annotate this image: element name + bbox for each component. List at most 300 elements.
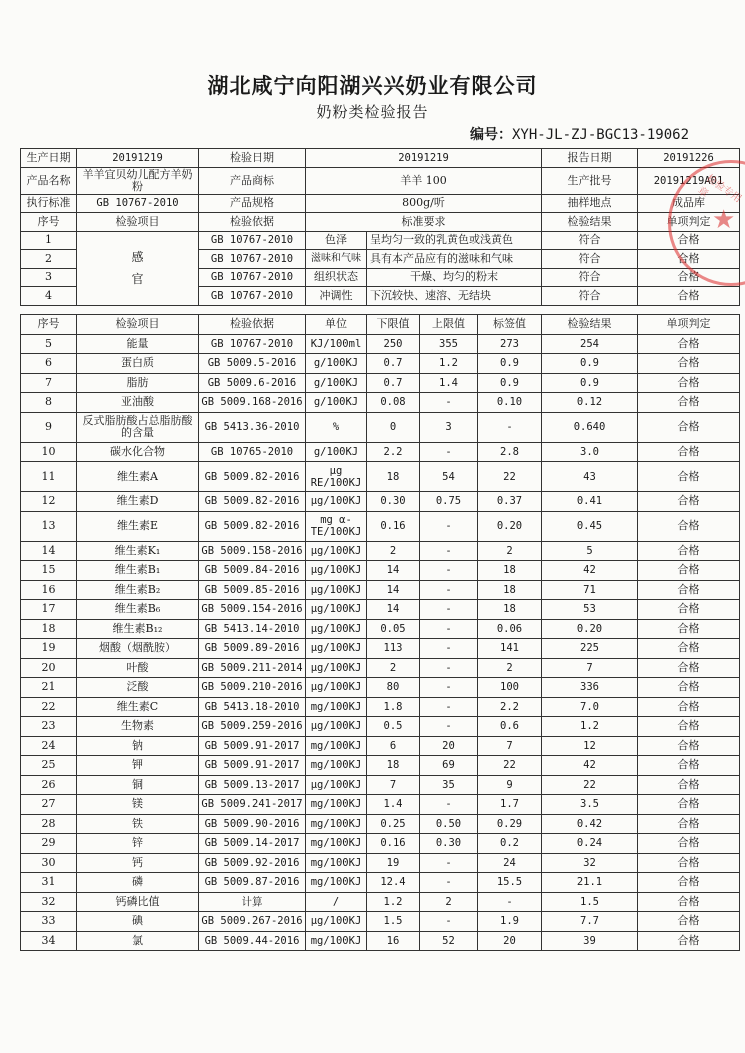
row-high: 355 bbox=[420, 334, 478, 354]
row-no: 31 bbox=[21, 873, 77, 893]
table-row bbox=[21, 462, 740, 492]
row-verdict: 合格 bbox=[638, 639, 740, 659]
row-verdict: 合格 bbox=[638, 373, 740, 393]
row-high: - bbox=[420, 639, 478, 659]
row-item: 维生素E bbox=[77, 511, 199, 541]
row-high: - bbox=[420, 658, 478, 678]
table-row bbox=[21, 795, 740, 815]
row-label-value: 15.5 bbox=[478, 873, 542, 893]
row-high: 52 bbox=[420, 931, 478, 951]
row-result: 7 bbox=[542, 658, 638, 678]
row-label-value: 20 bbox=[478, 931, 542, 951]
row-verdict: 合格 bbox=[638, 580, 740, 600]
sensory-basis: GB 10767-2010 bbox=[199, 250, 306, 269]
row-no: 30 bbox=[21, 853, 77, 873]
header-no: 序号 bbox=[21, 315, 77, 335]
row-unit: μg/100KJ bbox=[306, 678, 367, 698]
results-body bbox=[21, 334, 740, 951]
row-basis: GB 5009.44-2016 bbox=[199, 931, 306, 951]
row-high: - bbox=[420, 393, 478, 413]
table-row bbox=[21, 619, 740, 639]
row-no: 23 bbox=[21, 717, 77, 737]
row-result: 0.20 bbox=[542, 619, 638, 639]
row-label-value: 100 bbox=[478, 678, 542, 698]
row-label-value: 18 bbox=[478, 561, 542, 581]
row-label-value: 2.8 bbox=[478, 442, 542, 462]
row-low: 80 bbox=[367, 678, 420, 698]
stamp-star-icon: ★ bbox=[712, 205, 736, 235]
row-verdict: 合格 bbox=[638, 912, 740, 932]
row-low: 250 bbox=[367, 334, 420, 354]
row-no: 25 bbox=[21, 756, 77, 776]
sensory-header-verdict: 单项判定 bbox=[638, 213, 740, 232]
row-verdict: 合格 bbox=[638, 354, 740, 374]
row-result: 5 bbox=[542, 541, 638, 561]
table-row bbox=[21, 775, 740, 795]
sensory-aspect: 冲调性 bbox=[306, 287, 367, 306]
row-label-value: 141 bbox=[478, 639, 542, 659]
row-basis: GB 5009.5-2016 bbox=[199, 354, 306, 374]
row-label-value: 0.2 bbox=[478, 834, 542, 854]
row-label-value: - bbox=[478, 412, 542, 442]
table-row bbox=[21, 442, 740, 462]
row-low: 2 bbox=[367, 658, 420, 678]
spec-value: 800g/听 bbox=[306, 194, 542, 213]
row-basis: GB 5009.90-2016 bbox=[199, 814, 306, 834]
row-label-value: 0.20 bbox=[478, 511, 542, 541]
row-label-value: 7 bbox=[478, 736, 542, 756]
row-high: 3 bbox=[420, 412, 478, 442]
row-verdict: 合格 bbox=[638, 619, 740, 639]
table-row bbox=[21, 393, 740, 413]
header-label: 标签值 bbox=[478, 315, 542, 335]
row-unit: μg/100KJ bbox=[306, 561, 367, 581]
row-basis: GB 5009.210-2016 bbox=[199, 678, 306, 698]
row-result: 43 bbox=[542, 462, 638, 492]
sensory-requirement: 具有本产品应有的滋味和气味 bbox=[367, 250, 542, 269]
row-label-value: 2 bbox=[478, 658, 542, 678]
row-low: 1.5 bbox=[367, 912, 420, 932]
row-basis: GB 5009.267-2016 bbox=[199, 912, 306, 932]
row-basis: GB 10765-2010 bbox=[199, 442, 306, 462]
table-row bbox=[21, 931, 740, 951]
row-unit: % bbox=[306, 412, 367, 442]
row-unit: μg/100KJ bbox=[306, 717, 367, 737]
table-row bbox=[21, 756, 740, 776]
row-item: 亚油酸 bbox=[77, 393, 199, 413]
row-high: 54 bbox=[420, 462, 478, 492]
row-item: 泛酸 bbox=[77, 678, 199, 698]
row-low: 18 bbox=[367, 462, 420, 492]
row-high: - bbox=[420, 678, 478, 698]
sensory-header-no: 序号 bbox=[21, 213, 77, 232]
table-row bbox=[21, 354, 740, 374]
brand-label: 产品商标 bbox=[199, 167, 306, 194]
row-label-value: 9 bbox=[478, 775, 542, 795]
row-item: 叶酸 bbox=[77, 658, 199, 678]
company-title: 湖北咸宁向阳湖兴兴奶业有限公司 bbox=[207, 74, 538, 98]
sensory-aspect: 滋味和气味 bbox=[306, 250, 367, 269]
row-label-value: 1.9 bbox=[478, 912, 542, 932]
row-item: 钠 bbox=[77, 736, 199, 756]
row-no: 34 bbox=[21, 931, 77, 951]
row-no: 22 bbox=[21, 697, 77, 717]
row-high: 0.30 bbox=[420, 834, 478, 854]
row-unit: μg/100KJ bbox=[306, 775, 367, 795]
sensory-result: 符合 bbox=[542, 287, 638, 306]
row-item: 钾 bbox=[77, 756, 199, 776]
row-low: 113 bbox=[367, 639, 420, 659]
row-result: 0.9 bbox=[542, 373, 638, 393]
row-unit: mg/100KJ bbox=[306, 756, 367, 776]
row-low: 7 bbox=[367, 775, 420, 795]
row-unit: g/100KJ bbox=[306, 393, 367, 413]
header-high: 上限值 bbox=[420, 315, 478, 335]
sensory-aspect: 色泽 bbox=[306, 231, 367, 250]
row-basis: GB 5009.158-2016 bbox=[199, 541, 306, 561]
row-result: 0.41 bbox=[542, 492, 638, 512]
row-item: 维生素B₁₂ bbox=[77, 619, 199, 639]
sensory-verdict: 合格 bbox=[638, 268, 740, 287]
row-no: 7 bbox=[21, 373, 77, 393]
row-unit: mg α-TE/100KJ bbox=[306, 511, 367, 541]
standard-value: GB 10767-2010 bbox=[77, 194, 199, 213]
sensory-requirement: 干燥、均匀的粉末 bbox=[367, 268, 542, 287]
row-basis: GB 5009.13-2017 bbox=[199, 775, 306, 795]
row-basis: GB 5009.241-2017 bbox=[199, 795, 306, 815]
row-unit: mg/100KJ bbox=[306, 834, 367, 854]
row-low: 18 bbox=[367, 756, 420, 776]
row-label-value: 0.37 bbox=[478, 492, 542, 512]
row-low: 6 bbox=[367, 736, 420, 756]
row-no: 19 bbox=[21, 639, 77, 659]
row-high: - bbox=[420, 717, 478, 737]
table-row bbox=[21, 853, 740, 873]
row-result: 21.1 bbox=[542, 873, 638, 893]
row-unit: g/100KJ bbox=[306, 354, 367, 374]
row-item: 碳水化合物 bbox=[77, 442, 199, 462]
row-low: 1.2 bbox=[367, 892, 420, 912]
sensory-row bbox=[21, 231, 740, 250]
header-low: 下限值 bbox=[367, 315, 420, 335]
row-low: 1.4 bbox=[367, 795, 420, 815]
row-no: 20 bbox=[21, 658, 77, 678]
row-low: 0.7 bbox=[367, 373, 420, 393]
row-label-value: - bbox=[478, 892, 542, 912]
row-low: 14 bbox=[367, 580, 420, 600]
sensory-basis: GB 10767-2010 bbox=[199, 231, 306, 250]
row-no: 16 bbox=[21, 580, 77, 600]
sensory-verdict: 合格 bbox=[638, 250, 740, 269]
row-no: 13 bbox=[21, 511, 77, 541]
row-high: - bbox=[420, 541, 478, 561]
row-low: 12.4 bbox=[367, 873, 420, 893]
row-basis: GB 5009.91-2017 bbox=[199, 736, 306, 756]
row-verdict: 合格 bbox=[638, 658, 740, 678]
row-item: 氯 bbox=[77, 931, 199, 951]
row-label-value: 273 bbox=[478, 334, 542, 354]
sensory-group-label bbox=[77, 231, 199, 305]
row-low: 0.7 bbox=[367, 354, 420, 374]
row-basis: GB 5009.82-2016 bbox=[199, 462, 306, 492]
sensory-result: 符合 bbox=[542, 231, 638, 250]
row-result: 71 bbox=[542, 580, 638, 600]
sensory-no: 3 bbox=[21, 268, 77, 287]
row-label-value: 22 bbox=[478, 756, 542, 776]
row-label-value: 2.2 bbox=[478, 697, 542, 717]
table-row bbox=[21, 541, 740, 561]
row-item: 维生素B₁ bbox=[77, 561, 199, 581]
row-high: - bbox=[420, 600, 478, 620]
row-item: 钙 bbox=[77, 853, 199, 873]
row-low: 14 bbox=[367, 561, 420, 581]
table-row bbox=[21, 492, 740, 512]
row-basis: GB 5009.259-2016 bbox=[199, 717, 306, 737]
row-low: 0 bbox=[367, 412, 420, 442]
row-low: 0.05 bbox=[367, 619, 420, 639]
row-high: 69 bbox=[420, 756, 478, 776]
row-basis: GB 5009.89-2016 bbox=[199, 639, 306, 659]
row-result: 0.9 bbox=[542, 354, 638, 374]
row-result: 22 bbox=[542, 775, 638, 795]
row-unit: KJ/100ml bbox=[306, 334, 367, 354]
row-no: 8 bbox=[21, 393, 77, 413]
row-label-value: 22 bbox=[478, 462, 542, 492]
row-low: 2 bbox=[367, 541, 420, 561]
row-verdict: 合格 bbox=[638, 561, 740, 581]
table-row bbox=[21, 873, 740, 893]
row-label-value: 24 bbox=[478, 853, 542, 873]
sensory-header-basis: 检验依据 bbox=[199, 213, 306, 232]
row-item: 维生素D bbox=[77, 492, 199, 512]
prod-date-value: 20191219 bbox=[77, 149, 199, 168]
row-unit: / bbox=[306, 892, 367, 912]
row-high: 1.2 bbox=[420, 354, 478, 374]
row-basis: GB 5009.82-2016 bbox=[199, 511, 306, 541]
sensory-no: 1 bbox=[21, 231, 77, 250]
sensory-basis: GB 10767-2010 bbox=[199, 268, 306, 287]
row-low: 0.25 bbox=[367, 814, 420, 834]
row-item: 脂肪 bbox=[77, 373, 199, 393]
row-high: - bbox=[420, 580, 478, 600]
row-high: - bbox=[420, 873, 478, 893]
row-result: 1.5 bbox=[542, 892, 638, 912]
row-no: 18 bbox=[21, 619, 77, 639]
table-row bbox=[21, 814, 740, 834]
row-basis: GB 10767-2010 bbox=[199, 334, 306, 354]
header-verdict: 单项判定 bbox=[638, 315, 740, 335]
row-verdict: 合格 bbox=[638, 775, 740, 795]
row-unit: μg RE/100KJ bbox=[306, 462, 367, 492]
row-basis: 计算 bbox=[199, 892, 306, 912]
table-row bbox=[21, 639, 740, 659]
test-date-label: 检验日期 bbox=[199, 149, 306, 168]
row-result: 225 bbox=[542, 639, 638, 659]
table-row bbox=[21, 334, 740, 354]
table-row bbox=[21, 580, 740, 600]
header-unit: 单位 bbox=[306, 315, 367, 335]
row-verdict: 合格 bbox=[638, 795, 740, 815]
row-item: 能量 bbox=[77, 334, 199, 354]
header-result: 检验结果 bbox=[542, 315, 638, 335]
table-row bbox=[21, 736, 740, 756]
row-high: 0.75 bbox=[420, 492, 478, 512]
row-unit: mg/100KJ bbox=[306, 853, 367, 873]
row-no: 17 bbox=[21, 600, 77, 620]
sensory-header-requirement: 标准要求 bbox=[306, 213, 542, 232]
test-date-value: 20191219 bbox=[306, 149, 542, 168]
row-high: - bbox=[420, 442, 478, 462]
header-basis: 检验依据 bbox=[199, 315, 306, 335]
row-result: 0.12 bbox=[542, 393, 638, 413]
row-unit: mg/100KJ bbox=[306, 931, 367, 951]
report-date-value: 20191226 bbox=[638, 149, 740, 168]
row-verdict: 合格 bbox=[638, 697, 740, 717]
row-result: 0.640 bbox=[542, 412, 638, 442]
row-result: 336 bbox=[542, 678, 638, 698]
row-high: - bbox=[420, 511, 478, 541]
row-verdict: 合格 bbox=[638, 717, 740, 737]
row-high: - bbox=[420, 561, 478, 581]
row-result: 12 bbox=[542, 736, 638, 756]
row-label-value: 0.6 bbox=[478, 717, 542, 737]
row-high: 1.4 bbox=[420, 373, 478, 393]
row-verdict: 合格 bbox=[638, 892, 740, 912]
row-no: 26 bbox=[21, 775, 77, 795]
row-unit: μg/100KJ bbox=[306, 912, 367, 932]
row-verdict: 合格 bbox=[638, 412, 740, 442]
row-low: 19 bbox=[367, 853, 420, 873]
row-basis: GB 5009.211-2014 bbox=[199, 658, 306, 678]
report-subtitle: 奶粉类检验报告 bbox=[316, 103, 429, 121]
row-unit: mg/100KJ bbox=[306, 814, 367, 834]
row-low: 0.30 bbox=[367, 492, 420, 512]
row-unit: g/100KJ bbox=[306, 373, 367, 393]
brand-value: 羊羊 100 bbox=[306, 167, 542, 194]
row-low: 0.16 bbox=[367, 834, 420, 854]
row-no: 14 bbox=[21, 541, 77, 561]
row-no: 10 bbox=[21, 442, 77, 462]
row-result: 1.2 bbox=[542, 717, 638, 737]
product-name-label: 产品名称 bbox=[21, 167, 77, 194]
row-unit: μg/100KJ bbox=[306, 600, 367, 620]
header-item: 检验项目 bbox=[77, 315, 199, 335]
prod-date-label: 生产日期 bbox=[21, 149, 77, 168]
sample-place-label: 抽样地点 bbox=[542, 194, 638, 213]
info-table bbox=[20, 148, 740, 306]
row-low: 0.5 bbox=[367, 717, 420, 737]
row-result: 53 bbox=[542, 600, 638, 620]
row-high: - bbox=[420, 619, 478, 639]
row-result: 42 bbox=[542, 561, 638, 581]
row-item: 维生素B₆ bbox=[77, 600, 199, 620]
row-item: 维生素B₂ bbox=[77, 580, 199, 600]
row-unit: mg/100KJ bbox=[306, 736, 367, 756]
row-high: 20 bbox=[420, 736, 478, 756]
row-unit: mg/100KJ bbox=[306, 697, 367, 717]
row-result: 39 bbox=[542, 931, 638, 951]
row-item: 铜 bbox=[77, 775, 199, 795]
row-verdict: 合格 bbox=[638, 736, 740, 756]
row-no: 5 bbox=[21, 334, 77, 354]
row-item: 生物素 bbox=[77, 717, 199, 737]
batch-label: 生产批号 bbox=[542, 167, 638, 194]
row-verdict: 合格 bbox=[638, 492, 740, 512]
row-low: 14 bbox=[367, 600, 420, 620]
table-row bbox=[21, 600, 740, 620]
row-item: 维生素A bbox=[77, 462, 199, 492]
row-verdict: 合格 bbox=[638, 600, 740, 620]
row-low: 16 bbox=[367, 931, 420, 951]
results-header-row bbox=[21, 315, 740, 335]
sensory-header-item: 检验项目 bbox=[77, 213, 199, 232]
row-basis: GB 5009.85-2016 bbox=[199, 580, 306, 600]
row-unit: mg/100KJ bbox=[306, 795, 367, 815]
row-unit: μg/100KJ bbox=[306, 541, 367, 561]
sensory-header-result: 检验结果 bbox=[542, 213, 638, 232]
row-verdict: 合格 bbox=[638, 678, 740, 698]
row-unit: g/100KJ bbox=[306, 442, 367, 462]
spec-label: 产品规格 bbox=[199, 194, 306, 213]
row-item: 蛋白质 bbox=[77, 354, 199, 374]
product-name-value: 羊羊宜贝幼儿配方羊奶粉 bbox=[77, 167, 199, 194]
sensory-basis: GB 10767-2010 bbox=[199, 287, 306, 306]
sensory-requirement: 下沉较快、速溶、无结块 bbox=[367, 287, 542, 306]
row-no: 21 bbox=[21, 678, 77, 698]
row-no: 29 bbox=[21, 834, 77, 854]
row-basis: GB 5413.14-2010 bbox=[199, 619, 306, 639]
row-basis: GB 5009.168-2016 bbox=[199, 393, 306, 413]
table-row bbox=[21, 658, 740, 678]
row-result: 3.5 bbox=[542, 795, 638, 815]
sensory-verdict: 合格 bbox=[638, 287, 740, 306]
row-high: - bbox=[420, 853, 478, 873]
row-result: 0.42 bbox=[542, 814, 638, 834]
row-unit: μg/100KJ bbox=[306, 492, 367, 512]
row-no: 28 bbox=[21, 814, 77, 834]
row-no: 27 bbox=[21, 795, 77, 815]
row-label-value: 2 bbox=[478, 541, 542, 561]
row-basis: GB 5009.6-2016 bbox=[199, 373, 306, 393]
row-item: 烟酸（烟酰胺） bbox=[77, 639, 199, 659]
row-verdict: 合格 bbox=[638, 541, 740, 561]
row-verdict: 合格 bbox=[638, 442, 740, 462]
row-no: 24 bbox=[21, 736, 77, 756]
row-low: 0.08 bbox=[367, 393, 420, 413]
report-number bbox=[470, 124, 689, 144]
sensory-result: 符合 bbox=[542, 268, 638, 287]
table-row bbox=[21, 834, 740, 854]
row-high: 2 bbox=[420, 892, 478, 912]
row-item: 钙磷比值 bbox=[77, 892, 199, 912]
row-basis: GB 5009.92-2016 bbox=[199, 853, 306, 873]
row-result: 7.0 bbox=[542, 697, 638, 717]
row-result: 3.0 bbox=[542, 442, 638, 462]
row-item: 碘 bbox=[77, 912, 199, 932]
row-label-value: 0.29 bbox=[478, 814, 542, 834]
results-table bbox=[20, 314, 740, 951]
row-result: 0.24 bbox=[542, 834, 638, 854]
row-item: 反式脂肪酸占总脂肪酸的含量 bbox=[77, 412, 199, 442]
row-label-value: 1.7 bbox=[478, 795, 542, 815]
row-low: 1.8 bbox=[367, 697, 420, 717]
table-row bbox=[21, 717, 740, 737]
row-label-value: 0.9 bbox=[478, 373, 542, 393]
sample-place-value: 成品库 bbox=[638, 194, 740, 213]
standard-label: 执行标准 bbox=[21, 194, 77, 213]
row-basis: GB 5413.18-2010 bbox=[199, 697, 306, 717]
row-verdict: 合格 bbox=[638, 462, 740, 492]
